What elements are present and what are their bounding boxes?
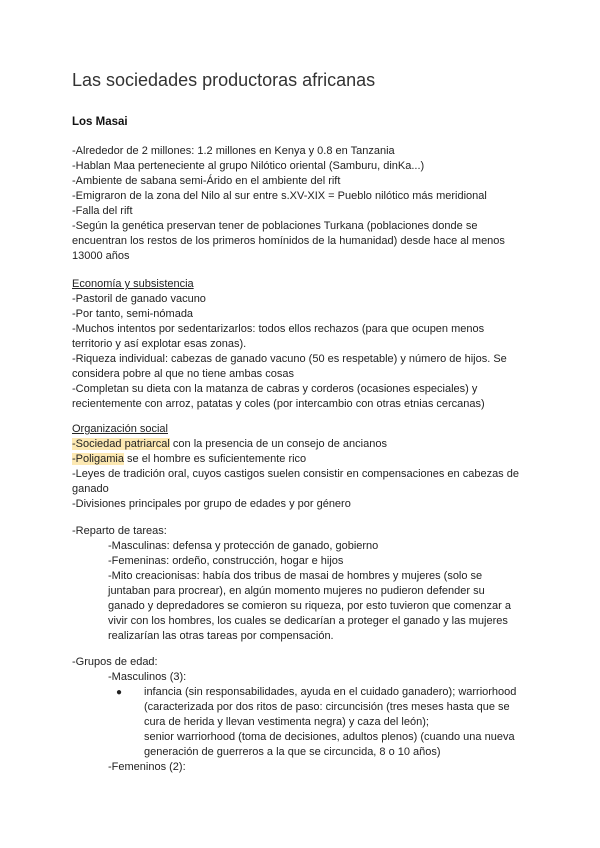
tareas-line: -Femeninas: ordeño, construcción, hogar e hijos	[108, 555, 344, 567]
economia-line: territorio y así explotar esas zonas).	[72, 338, 247, 350]
grupos-bullet-line: senior warriorhood (toma de decisiones, adultos plenos) (cuando una nueva	[144, 731, 515, 743]
intro-line: -Alrededor de 2 millones: 1.2 millones en Kenya y 0.8 en Tanzania	[72, 145, 395, 157]
tareas-line: vivir con los hombres, los cuales se dedicarían a proteger el ganado y las mujeres	[108, 615, 508, 627]
list-item	[116, 685, 532, 760]
intro-line: -Hablan Maa perteneciente al grupo Nilótico oriental (Samburu, dinKa...)	[72, 160, 425, 172]
grupos-block	[72, 655, 532, 775]
tareas-block	[72, 524, 532, 644]
highlight: -Poligamia	[72, 453, 124, 465]
organizacion-line: ganado	[72, 483, 109, 495]
document-title: Las sociedades productoras africanas	[72, 70, 376, 90]
grupos-line: -Femeninos (2):	[108, 761, 186, 773]
organizacion-block	[72, 422, 532, 512]
economia-line: -Pastoril de ganado vacuno	[72, 293, 206, 305]
highlight: -Sociedad patriarcal	[72, 438, 170, 450]
economia-line: -Completan su dieta con la matanza de cabras y corderos (ocasiones especiales) y	[72, 383, 478, 395]
grupos-bullet-line: cura de herida y llevan vestimenta negra) y caza del león);	[144, 716, 429, 728]
grupos-bullet-line: generación de guerreros a la que se circuncida, 8 o 10 años)	[144, 746, 441, 758]
economia-title: Economía y subsistencia	[72, 278, 194, 290]
organizacion-line: -Poligamia se el hombre es suficientemente rico	[72, 453, 307, 465]
grupos-bullet-line: infancia (sin responsabilidades, ayuda en el cuidado ganadero); warriorhood	[144, 686, 517, 698]
tareas-title: -Reparto de tareas:	[72, 525, 167, 537]
organizacion-title: Organización social	[72, 423, 168, 435]
organizacion-line: -Sociedad patriarcal con la presencia de un consejo de ancianos	[72, 438, 387, 450]
tareas-line: ganado y depredadores se comieron su riqueza, por esto tuvieron que comenzar a	[108, 600, 511, 612]
economia-line: -Muchos intentos por sedentarizarlos: todos ellos rechazos (para que ocupen menos	[72, 323, 485, 335]
grupos-line: -Masculinos (3):	[108, 671, 187, 683]
intro-line: -Falla del rift	[72, 205, 133, 217]
section-heading: Los Masai	[72, 116, 128, 128]
tareas-line: -Mito creacionisas: había dos tribus de masai de hombres y mujeres (solo se	[108, 570, 483, 582]
tareas-line: juntaban para procrear), en algún momento mujeres no pudieron defender su	[108, 585, 485, 597]
economia-line: recientemente con arroz, patatas y coles (por intercambio con otras etnias cercanas)	[72, 398, 485, 410]
tareas-line: realizarían las otras tareas por compensación.	[108, 630, 334, 642]
economia-line: considera pobre al que no tiene ambas cosas	[72, 368, 294, 380]
intro-line: -Emigraron de la zona del Nilo al sur entre s.XV-XIX = Pueblo nilótico más meridional	[72, 190, 487, 202]
intro-line: -Ambiente de sabana semi-Árido en el ambiente del rift	[72, 175, 341, 187]
organizacion-line: -Divisiones principales por grupo de edades y por género	[72, 498, 351, 510]
intro-line: encuentran los restos de los primeros homínidos de la humanidad) desde hace al menos	[72, 235, 505, 247]
economia-block	[72, 277, 532, 412]
organizacion-line: -Leyes de tradición oral, cuyos castigos suelen consistir en compensaciones en cabezas de	[72, 468, 519, 480]
intro-line: -Según la genética preservan tener de poblaciones Turkana (poblaciones donde se	[72, 220, 478, 232]
grupos-title: -Grupos de edad:	[72, 656, 158, 668]
intro-block	[72, 144, 532, 264]
tareas-line: -Masculinas: defensa y protección de ganado, gobierno	[108, 540, 379, 552]
economia-line: -Por tanto, semi-nómada	[72, 308, 194, 320]
economia-line: -Riqueza individual: cabezas de ganado vacuno (50 es respetable) y número de hijos. Se	[72, 353, 507, 365]
bullet-icon: ●	[116, 687, 123, 698]
intro-line: 13000 años	[72, 250, 130, 262]
grupos-bullet-line: (caracterizada por dos ritos de paso: circuncisión (tres meses hasta que se	[144, 701, 510, 713]
